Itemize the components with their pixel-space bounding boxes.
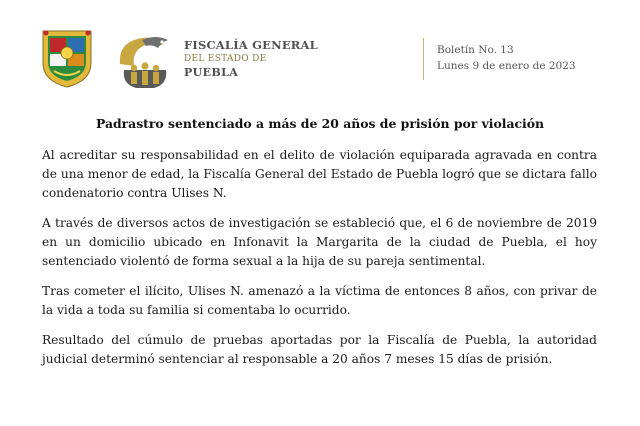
org-line-1: FISCALÍA GENERAL — [184, 38, 318, 52]
paragraph: Tras cometer el ilícito, Ulises N. amenazó a la víctima de entonces 8 años, con privar de la vida a toda su familia si comentaba lo ocurrido. — [42, 284, 597, 317]
org-line-2: DEL ESTADO DE — [184, 53, 267, 64]
puebla-coat-of-arms-icon — [40, 27, 94, 89]
organization-name — [184, 40, 318, 78]
paragraph: A través de diversos actos de investigación se estableció que, el 6 de noviembre de 2019 en un domicilio ubicado en Infonavit la Margarita de la ciudad de Puebla, el hoy sentenciado violentó de forma sexual a la hija de su pareja sentimental. — [42, 216, 597, 268]
fiscalia-eagle-emblem-icon — [112, 30, 178, 92]
org-line-3: PUEBLA — [184, 65, 239, 79]
press-body — [42, 146, 597, 380]
press-title: Padrastro sentenciado a más de 20 años de prisión por violación — [95, 116, 545, 131]
bulletin-number: Boletín No. 13 — [437, 44, 514, 56]
bulletin-date: Lunes 9 de enero de 2023 — [437, 60, 576, 72]
paragraph: Resultado del cúmulo de pruebas aportadas por la Fiscalía de Puebla, la autoridad judicial determinó sentenciar al responsable a 20 años 7 meses 15 días de prisión. — [42, 333, 597, 366]
paragraph: Al acreditar su responsabilidad en el delito de violación equiparada agravada en contra de una menor de edad, la Fiscalía General del Estado de Puebla logró que se dictara fallo condenatorio contra Ulises N. — [42, 148, 597, 200]
letterhead — [0, 0, 640, 100]
header-divider — [423, 38, 424, 80]
bulletin-meta — [437, 42, 576, 74]
